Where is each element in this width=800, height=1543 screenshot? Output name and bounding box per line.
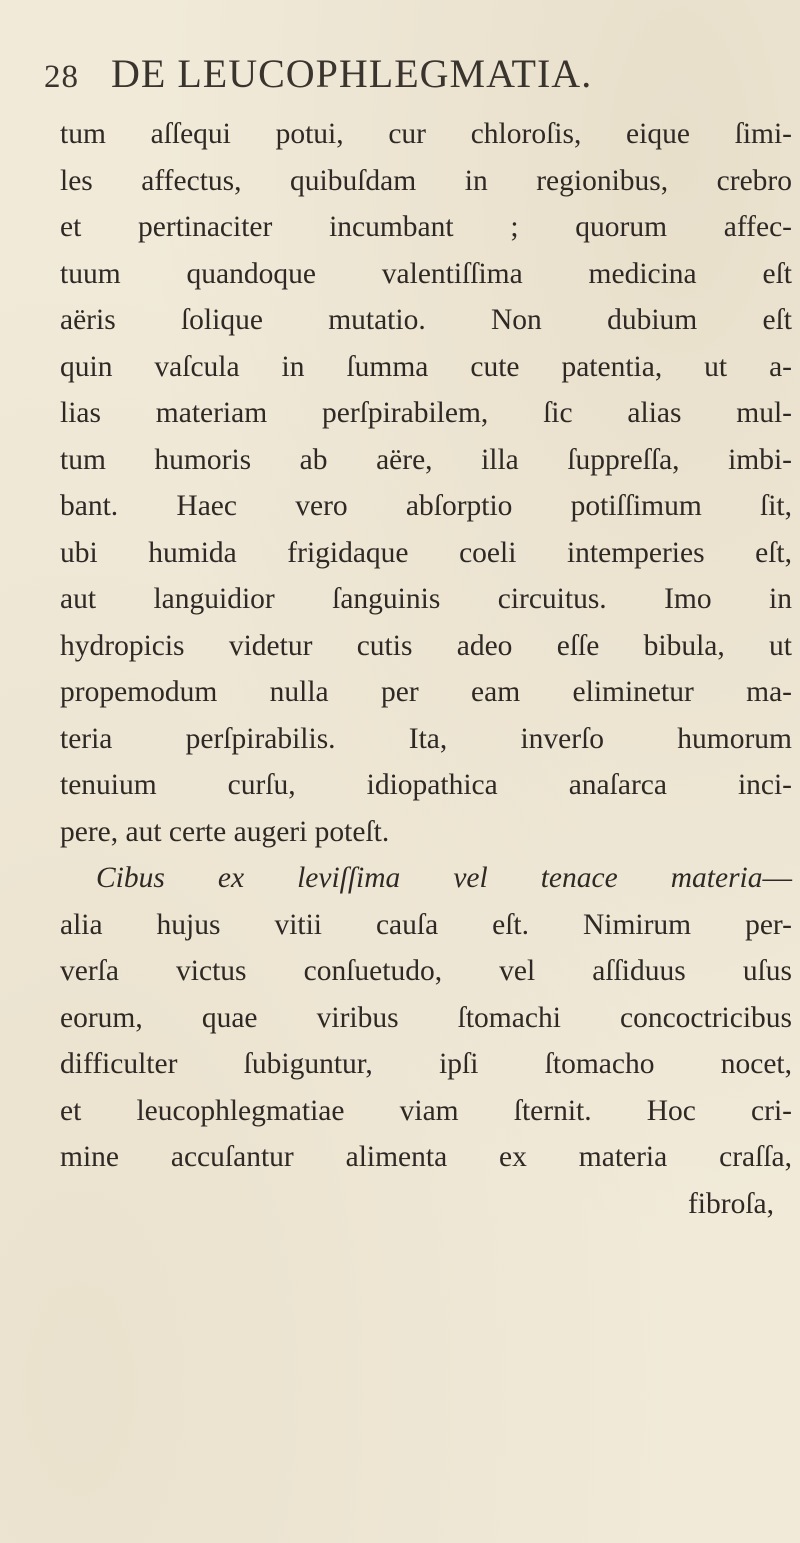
text-line: mine accuſantur alimenta ex materia craſſa,: [60, 1141, 792, 1173]
text-line: aëris ſolique mutatio. Non dubium eſt: [60, 304, 792, 336]
text-line: tenuium curſu, idiopathica anaſarca inci-: [60, 769, 792, 801]
text-line: hydropicis videtur cutis adeo eſſe bibula, ut: [60, 629, 792, 662]
text-line: quin vaſcula in ſumma cute patentia, ut a-: [60, 350, 792, 383]
running-title: DE LEUCOPHLEGMATIA.: [111, 51, 593, 96]
text-line: tuum quandoque valentiſſima medicina eſt: [60, 257, 792, 290]
text-line: et pertinaciter incumbant ; quorum affec-: [60, 211, 792, 243]
text-line: tum aſſequi potui, cur chloroſis, eique ſimi-: [60, 118, 792, 150]
section-heading-line: [60, 855, 792, 902]
page-number: 28: [44, 59, 79, 95]
body-text: [60, 111, 792, 1227]
text-line: verſa victus conſuetudo, vel aſſiduus uſus: [60, 955, 792, 987]
text-line: et leucophlegmatiae viam ſternit. Hoc cri-: [60, 1094, 792, 1127]
text-line: eorum, quae viribus ſtomachi concoctricibus: [60, 1001, 792, 1034]
text-line: pere, aut certe augeri poteſt.: [60, 815, 390, 848]
text-line: alia hujus vitii cauſa eſt. Nimirum per-: [60, 908, 792, 941]
text-line: les affectus, quibuſdam in regionibus, crebro: [60, 164, 792, 197]
text-line: tum humoris ab aëre, illa ſuppreſſa, imbi-: [60, 443, 792, 476]
text-line: difficulter ſubiguntur, ipſi ſtomacho nocet,: [60, 1048, 792, 1080]
section-heading-dash: —: [762, 862, 792, 894]
text-line: ubi humida frigidaque coeli intemperies eſt,: [60, 536, 792, 569]
text-line: teria perſpirabilis. Ita, inverſo humorum: [60, 722, 792, 755]
text-line: bant. Haec vero abſorptio potiſſimum ſit,: [60, 490, 792, 522]
section-heading-italic: Cibus ex leviſſima vel tenace materia: [96, 862, 763, 894]
running-head: [44, 50, 770, 100]
text-line: aut languidior ſanguinis circuitus. Imo in: [60, 583, 792, 615]
text-line: lias materiam perſpirabilem, ſic alias mul-: [60, 397, 792, 429]
text-line: propemodum nulla per eam eliminetur ma-: [60, 676, 792, 708]
catchword: fibroſa,: [687, 1187, 774, 1220]
